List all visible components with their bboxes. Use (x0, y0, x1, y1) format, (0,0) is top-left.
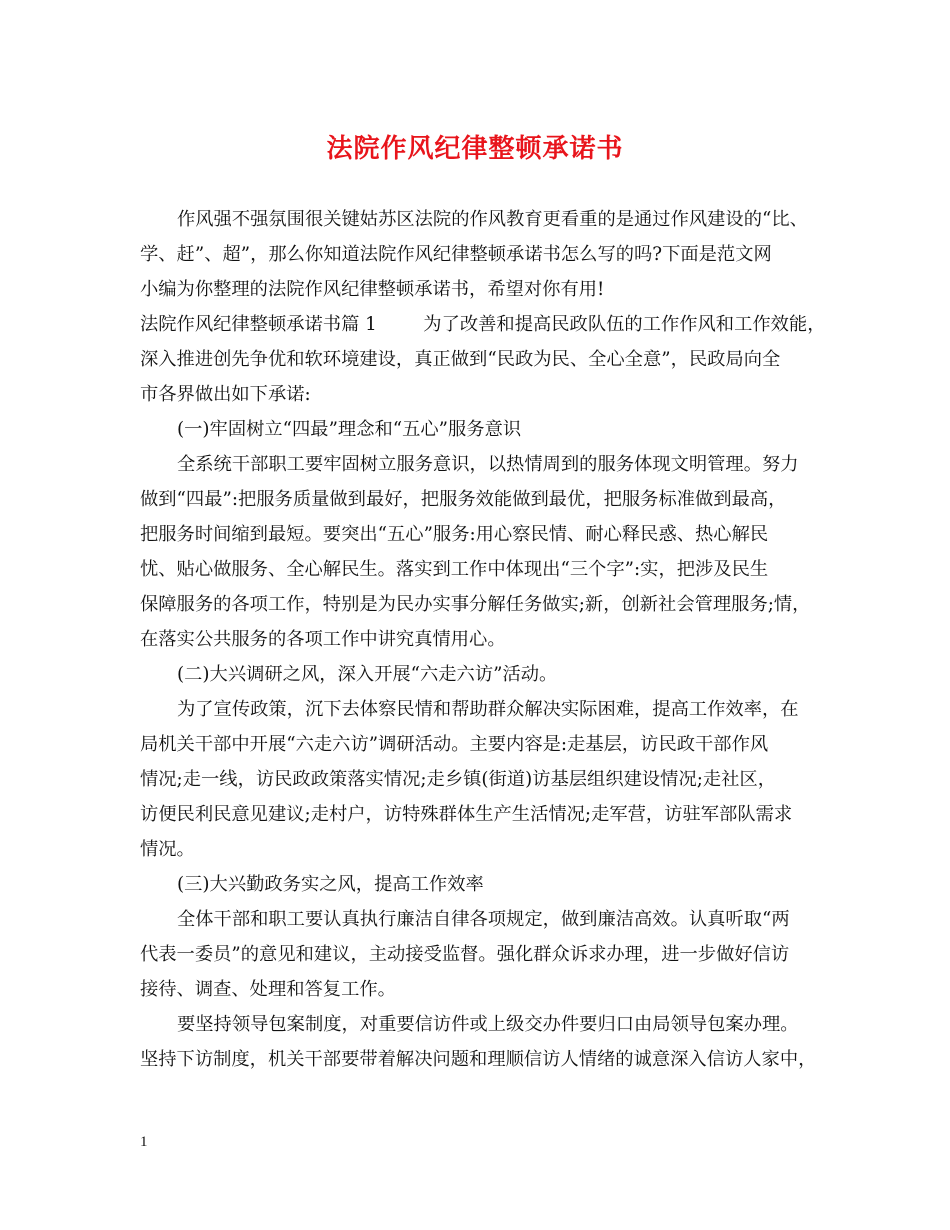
paragraph-line: 为了宣传政策，沉下去体察民情和帮助群众解决实际困难，提高工作效率，在 (177, 699, 799, 720)
paragraph-line: 代表一委员”的意见和建议，主动接受监督。强化群众诉求办理，进一步做好信访 (140, 944, 790, 965)
section-heading: (三)大兴勤政务实之风，提高工作效率 (177, 874, 484, 895)
paragraph-line: 小编为你整理的法院作风纪律整顿承诺书，希望对你有用! (140, 279, 605, 300)
section-heading: (二)大兴调研之风，深入开展“六走六访”活动。 (177, 664, 558, 685)
section-heading: (一)牢固树立“四最”理念和“五心”服务意识 (177, 419, 522, 440)
paragraph-line: 要坚持领导包案制度，对重要信访件或上级交办件要归口由局领导包案办理。 (177, 1014, 799, 1035)
page-number: 1 (140, 1134, 148, 1150)
paragraph-line: 把服务时间缩到最短。要突出“五心”服务:用心察民情、耐心释民惑、热心解民 (140, 524, 769, 545)
paragraph-line: 情况。 (140, 839, 195, 860)
paragraph-line: 市各界做出如下承诺: (140, 384, 311, 405)
paragraph-line: 学、赶”、超”，那么你知道法院作风纪律整顿承诺书怎么写的吗?下面是范文网 (140, 244, 772, 265)
paragraph-line: 法院作风纪律整顿承诺书篇 1 为了改善和提高民政队伍的工作作风和工作效能， (140, 314, 826, 335)
paragraph-line: 保障服务的各项工作，特别是为民办实事分解任务做实;新，创新社会管理服务;情， (140, 594, 811, 615)
paragraph-line: 访便民利民意见建议;走村户，访特殊群体生产生活情况;走军营，访驻军部队需求 (140, 804, 793, 825)
paragraph-line: 作风强不强氛围很关键姑苏区法院的作风教育更看重的是通过作风建设的“比、 (177, 209, 808, 230)
paragraph-line: 坚持下访制度，机关干部要带着解决问题和理顺信访人情绪的诚意深入信访人家中， (140, 1049, 817, 1070)
paragraph-line: 全系统干部职工要牢固树立服务意识，以热情周到的服务体现文明管理。努力 (177, 454, 799, 475)
paragraph-line: 做到“四最”:把服务质量做到最好，把服务效能做到最优，把服务标准做到最高， (140, 489, 787, 510)
paragraph-line: 忧、贴心做服务、全心解民生。落实到工作中体现出“三个字”:实，把涉及民生 (140, 559, 769, 580)
document-title: 法院作风纪律整顿承诺书 (326, 134, 624, 164)
paragraph-line: 情况;走一线，访民政政策落实情况;走乡镇(街道)访基层组织建设情况;走社区， (140, 769, 777, 790)
paragraph-line: 深入推进创先争优和软环境建设，真正做到“民政为民、全心全意”，民政局向全 (140, 349, 781, 370)
paragraph-line: 接待、调查、处理和答复工作。 (140, 979, 396, 1000)
paragraph-line: 局机关干部中开展“六走六访”调研活动。主要内容是:走基层，访民政干部作风 (140, 734, 769, 755)
paragraph-line: 在落实公共服务的各项工作中讲究真情用心。 (140, 629, 506, 650)
paragraph-line: 全体干部和职工要认真执行廉洁自律各项规定，做到廉洁高效。认真听取“两 (177, 909, 790, 930)
